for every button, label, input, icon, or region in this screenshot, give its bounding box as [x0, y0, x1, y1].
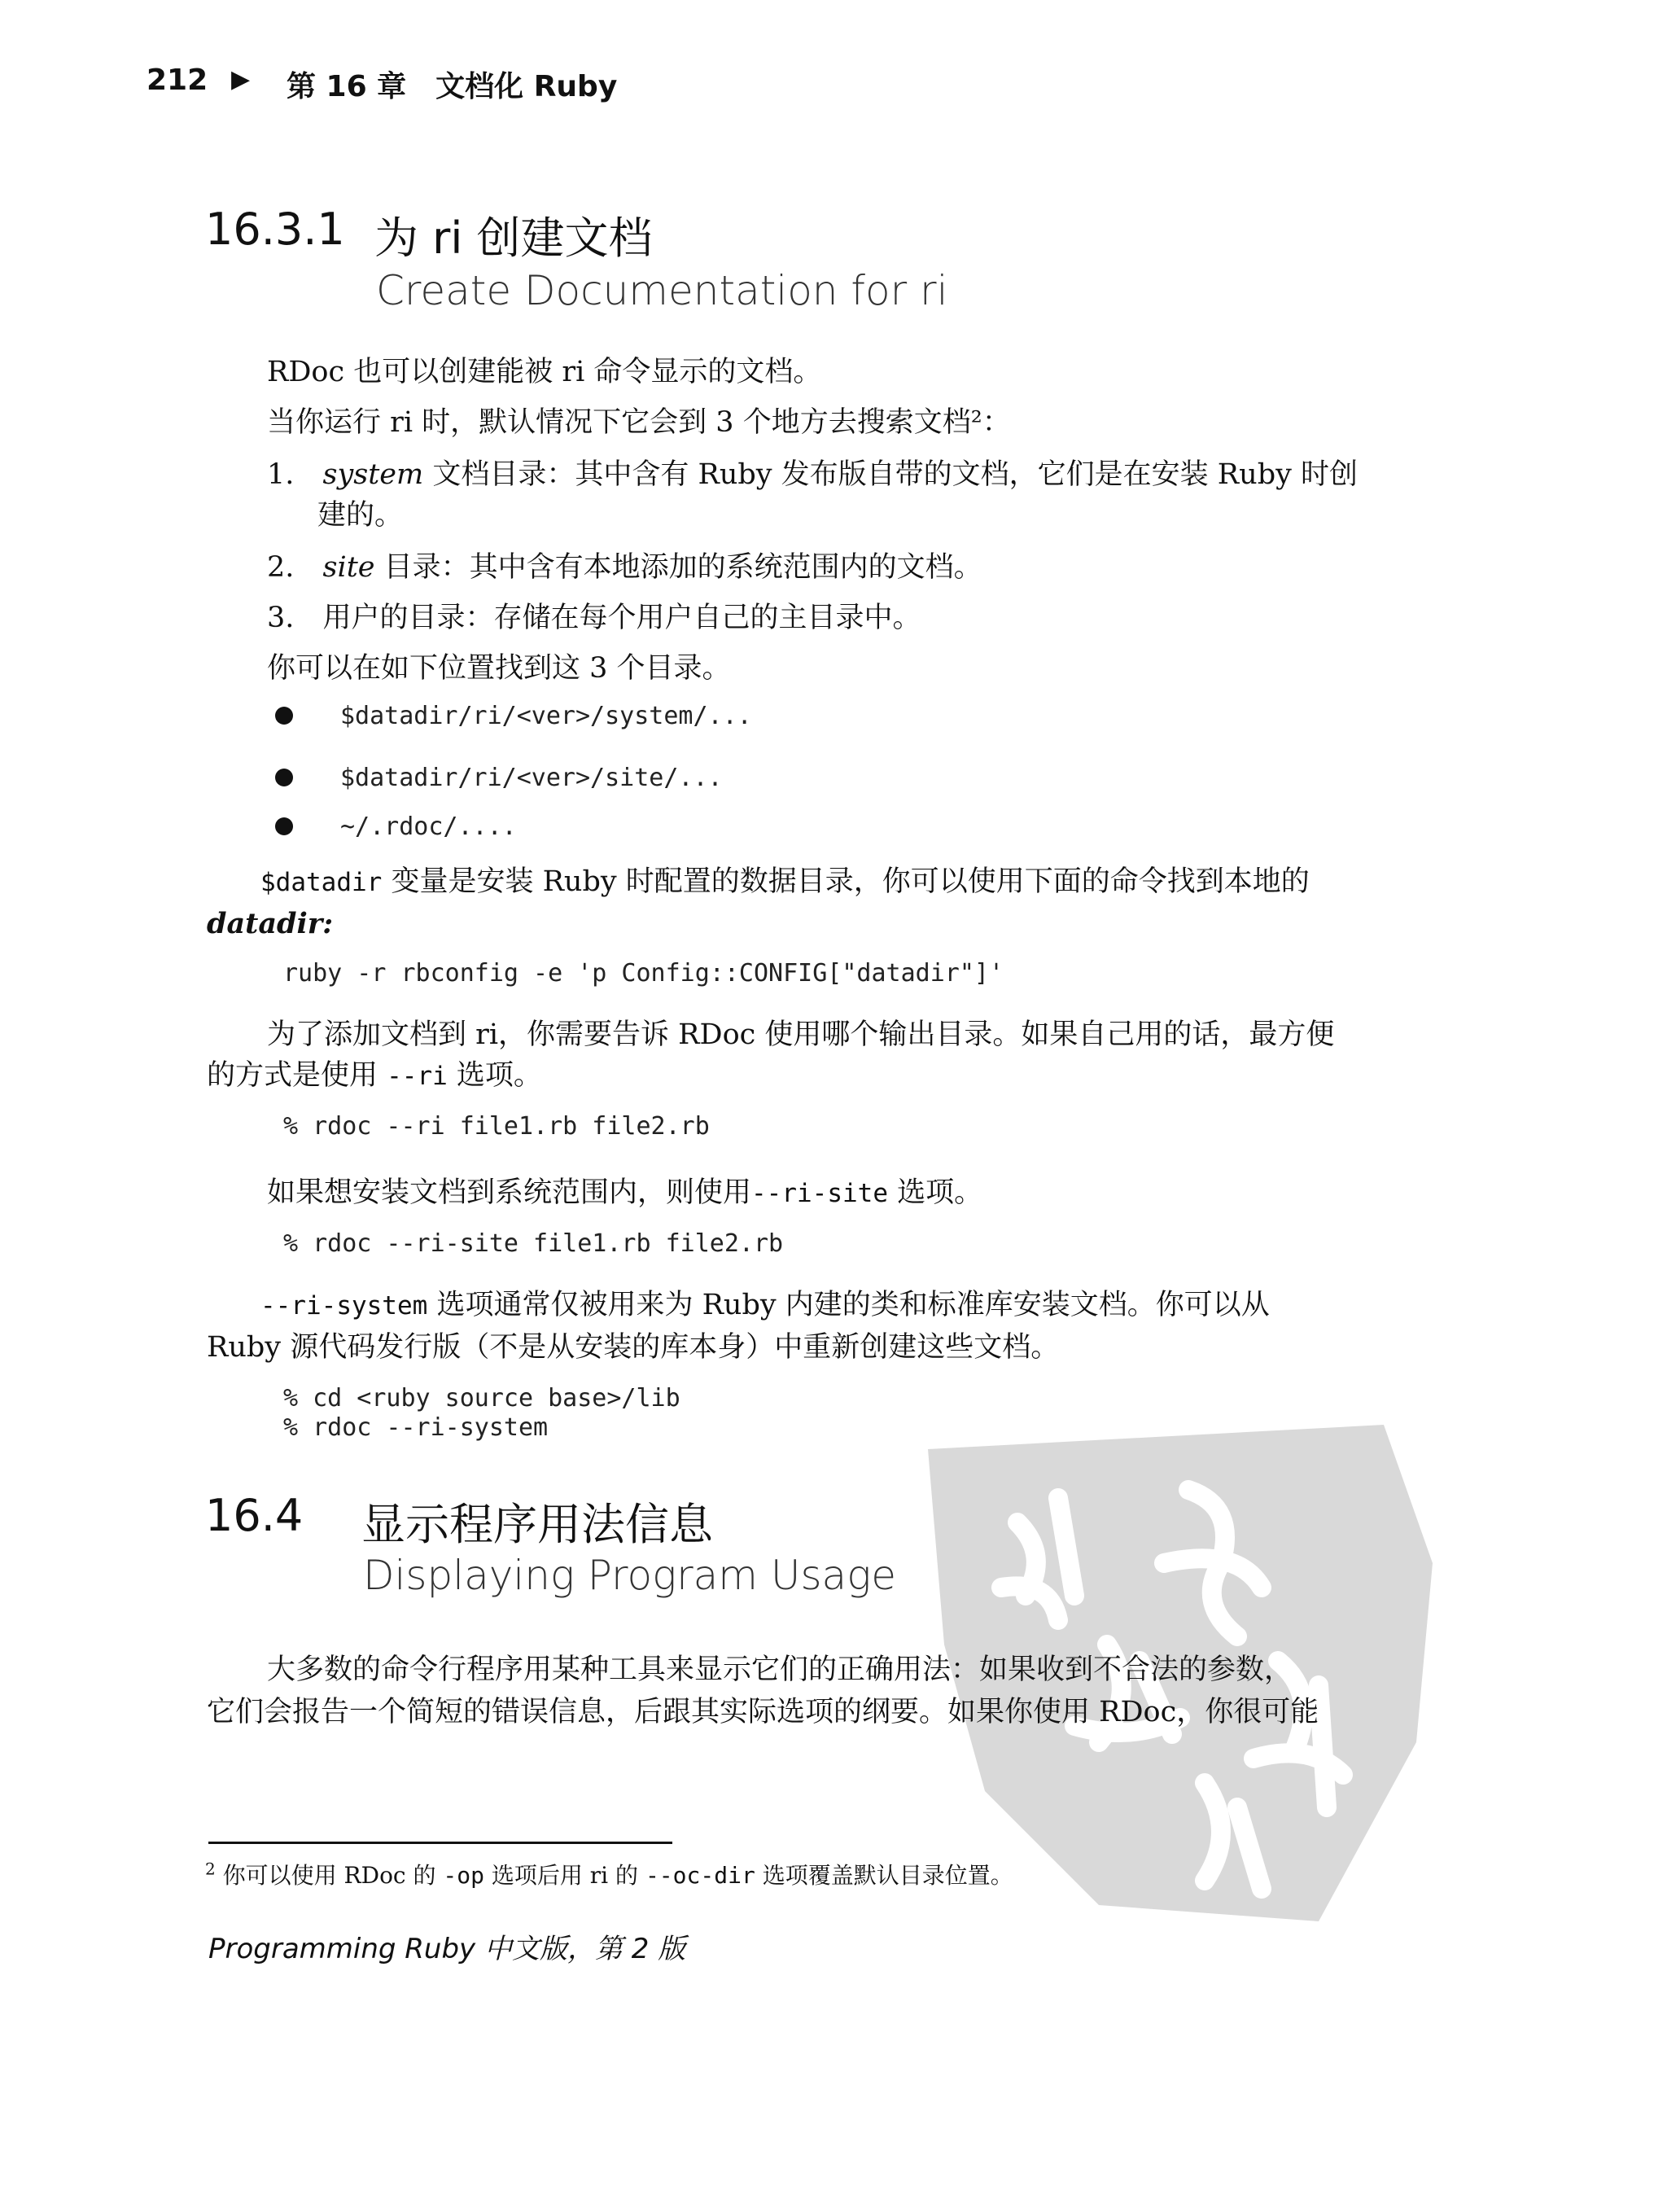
list-item — [267, 596, 921, 640]
bullet-path: $datadir/ri/<ver>/site/... — [340, 764, 723, 792]
paragraph: 当你运行 ri 时，默认情况下它会到 3 个地方去搜索文档²： — [267, 406, 1011, 439]
page-number: 212 — [147, 64, 208, 97]
list-text: 目录：其中含有本地添加的系统范围内的文档。 — [374, 551, 982, 584]
section-number: 16.4 — [205, 1490, 304, 1541]
inline-code: $datadir — [260, 868, 383, 897]
section-number: 16.3.1 — [205, 204, 345, 255]
inline-code: --oc-dir — [645, 1862, 755, 1889]
footnote-text: 选项后用 ri 的 — [484, 1862, 645, 1889]
paragraph-text: 如果想安装文档到系统范围内，则使用 — [267, 1176, 752, 1209]
section-title-en: Create Documentation for ri — [376, 267, 948, 314]
paragraph — [260, 1283, 1270, 1328]
list-text: 文档目录：其中含有 Ruby 发布版自带的文档，它们是在安装 Ruby 时创 — [423, 458, 1358, 491]
paragraph — [260, 860, 1310, 905]
bullet-icon — [275, 817, 293, 835]
list-number: 2. — [267, 551, 295, 584]
paragraph-text: 选项。 — [888, 1176, 983, 1209]
inline-code: --ri-site — [751, 1179, 888, 1208]
paragraph — [267, 1171, 982, 1216]
paragraph-text: 选项通常仅被用来为 Ruby 内建的类和标准库安装文档。你可以从 — [427, 1289, 1270, 1321]
inline-code: --ri — [387, 1062, 448, 1091]
code-line: % cd <ruby source base>/lib — [283, 1384, 680, 1413]
code-line: % rdoc --ri-system — [283, 1413, 549, 1442]
section-title-cn: 显示程序用法信息 — [361, 1499, 713, 1550]
paragraph: RDoc 也可以创建能被 ri 命令显示的文档。 — [267, 356, 822, 388]
list-number: 3. — [267, 602, 295, 634]
list-item — [267, 453, 1358, 497]
paragraph-text: 的方式是使用 — [207, 1059, 387, 1092]
paragraph-text: 变量是安装 Ruby 时配置的数据目录，你可以使用下面的命令找到本地的 — [382, 865, 1310, 898]
footnote-text: 你可以使用 RDoc 的 — [215, 1862, 444, 1889]
list-emphasis: site — [322, 551, 375, 584]
bullet-path: ~/.rdoc/.... — [340, 813, 517, 841]
inline-code: -op — [443, 1862, 484, 1889]
bullet-icon — [275, 707, 293, 725]
paragraph: 大多数的命令行程序用某种工具来显示它们的正确用法：如果收到不合法的参数， — [267, 1654, 1293, 1686]
paragraph-continuation: 它们会报告一个简短的错误信息，后跟其实际选项的纲要。如果你使用 RDoc，你很可能 — [207, 1696, 1319, 1728]
footnote-text: 选项覆盖默认目录位置。 — [755, 1862, 1013, 1889]
paragraph-continuation: Ruby 源代码发行版（不是从安装的库本身）中重新创建这些文档。 — [207, 1331, 1060, 1364]
paragraph-continuation: datadir: — [207, 907, 334, 940]
section-title-en: Displaying Program Usage — [363, 1552, 896, 1599]
footnote-rule — [208, 1842, 672, 1844]
list-item-continuation: 建的。 — [317, 499, 404, 532]
paragraph: 为了添加文档到 ri，你需要告诉 RDoc 使用哪个输出目录。如果自己用的话，最方便 — [267, 1018, 1335, 1051]
list-text: 用户的目录：存储在每个用户自己的主目录中。 — [322, 602, 921, 634]
footnote — [205, 1858, 1013, 1890]
paragraph-continuation — [207, 1053, 542, 1098]
list-item — [267, 545, 982, 589]
inline-code: --ri-system — [260, 1291, 428, 1321]
section-title-cn: 为 ri 创建文档 — [374, 212, 653, 264]
paragraph-text: 选项。 — [447, 1059, 542, 1092]
list-number: 1. — [267, 458, 295, 491]
list-emphasis: system — [322, 458, 424, 491]
paragraph: 你可以在如下位置找到这 3 个目录。 — [267, 652, 731, 685]
header-arrow-icon: ▶ — [231, 65, 251, 94]
code-line: ruby -r rbconfig -e 'p Config::CONFIG["datadir"]' — [283, 959, 1004, 988]
footnote-marker: 2 — [205, 1859, 216, 1879]
book-title-footer: Programming Ruby 中文版，第 2 版 — [208, 1933, 686, 1965]
chapter-title: 第 16 章 文档化 Ruby — [287, 70, 618, 103]
bullet-icon — [275, 769, 293, 786]
code-line: % rdoc --ri-site file1.rb file2.rb — [283, 1229, 784, 1258]
bullet-path: $datadir/ri/<ver>/system/... — [340, 702, 752, 730]
code-line: % rdoc --ri file1.rb file2.rb — [283, 1112, 710, 1141]
